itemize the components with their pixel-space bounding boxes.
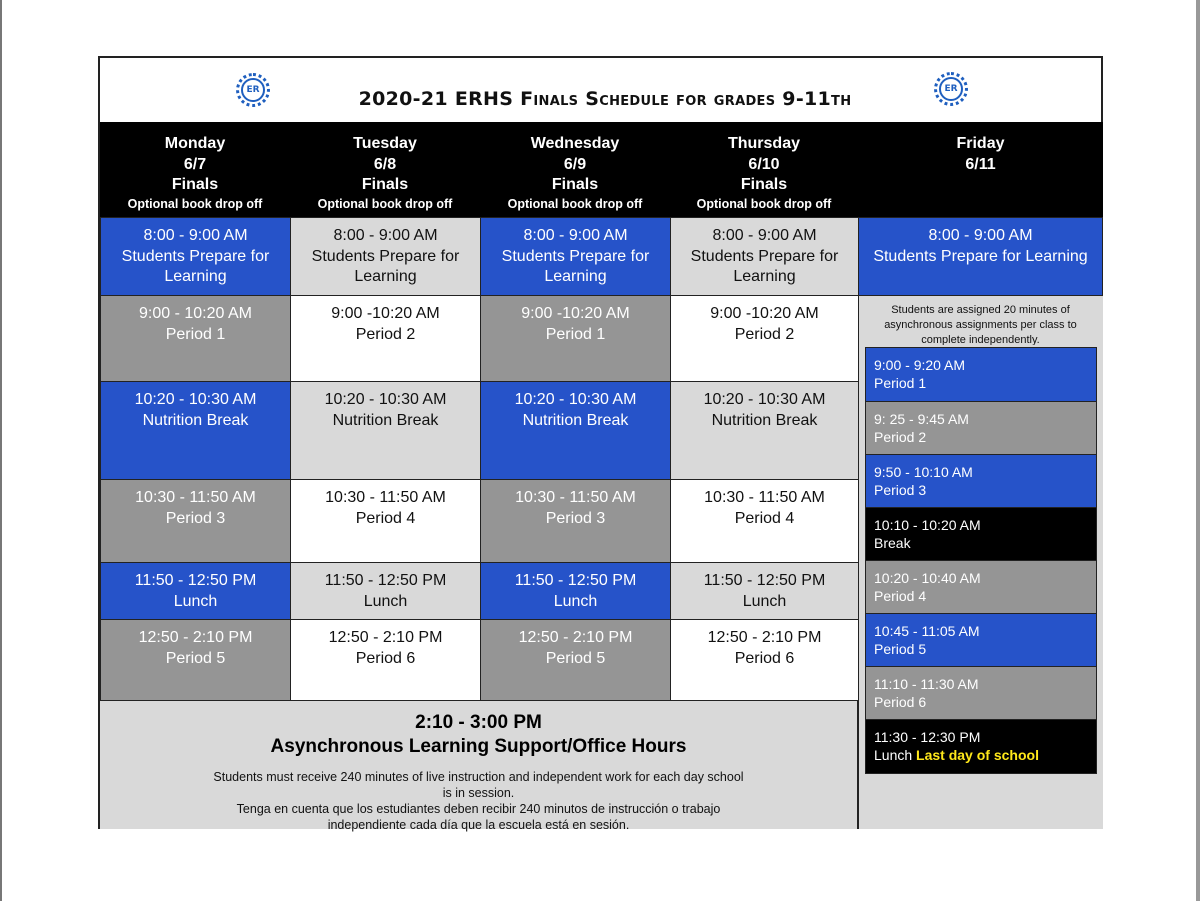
slot-label: Break: [874, 535, 911, 551]
slot-label-2: Learning: [544, 268, 607, 285]
logo-text: ER: [939, 77, 963, 101]
slot-cell: [480, 217, 671, 296]
slot-time: 8:00 - 9:00 AM: [712, 227, 817, 244]
slot-label: Students Prepare for: [121, 247, 270, 265]
slot-time: 10:30 - 11:50 AM: [135, 489, 256, 506]
slot-label: Nutrition Break: [522, 411, 629, 429]
friday-slot: [865, 666, 1097, 720]
slot-cell: [100, 295, 291, 382]
slot-time: 10:10 - 10:20 AM: [874, 517, 981, 533]
slot-time: 8:00 - 9:00 AM: [333, 227, 438, 244]
slot-time: 10:30 - 11:50 AM: [704, 489, 825, 506]
slot-time: 10:20 - 10:30 AM: [514, 391, 637, 408]
friday-slot: [865, 507, 1097, 561]
day-note: Optional book drop off: [127, 196, 263, 211]
day-label: Finals: [361, 176, 409, 193]
slot-label: Lunch: [363, 592, 408, 610]
slot-time: 10:20 - 10:30 AM: [703, 391, 826, 408]
slot-cell: [480, 295, 671, 382]
slot-label: Lunch: [874, 747, 913, 763]
day-label: Finals: [551, 176, 599, 193]
office-hours-title: Asynchronous Learning Support/Office Hours: [270, 736, 687, 757]
office-hours-panel: [100, 700, 858, 832]
slot-cell: [290, 217, 481, 296]
slot-cell: [480, 562, 671, 620]
schedule-title: 2020-21 ERHS Finals Schedule for grades 9-11th: [358, 88, 852, 110]
slot-cell: [480, 619, 671, 701]
slot-time: 9:00 -10:20 AM: [331, 305, 440, 322]
day-date: 6/9: [563, 155, 587, 173]
day-label: Finals: [740, 176, 788, 193]
friday-slot: [865, 401, 1097, 455]
slot-cell: [290, 562, 481, 620]
friday-prepare-cell: [858, 217, 1103, 296]
day-label: Finals: [171, 176, 219, 193]
friday-slot: [865, 613, 1097, 667]
slot-label: Lunch: [173, 592, 218, 610]
slot-time: 10:20 - 10:30 AM: [134, 391, 257, 408]
slot-label: Period 4: [734, 509, 795, 527]
day-note: Optional book drop off: [317, 196, 453, 211]
slot-time: 11:50 - 12:50 PM: [514, 572, 637, 589]
slot-label: Period 1: [545, 325, 606, 343]
slot-cell: [670, 619, 859, 701]
school-logo-right: [934, 72, 968, 106]
slot-time: 10:20 - 10:40 AM: [874, 570, 981, 586]
friday-slot: [865, 560, 1097, 614]
school-logo-left: [236, 73, 270, 107]
day-date: 6/10: [748, 155, 780, 173]
slot-label-2: Learning: [733, 268, 796, 285]
slot-label: Period 5: [545, 649, 606, 667]
slot-cell: [480, 479, 671, 563]
slot-cell: [670, 381, 859, 480]
slot-label: Period 6: [874, 694, 927, 710]
slot-label: Period 5: [165, 649, 226, 667]
slot-time: 10:30 - 11:50 AM: [515, 489, 636, 506]
slot-time: 9:00 - 9:20 AM: [874, 357, 966, 373]
slot-time: 12:50 - 2:10 PM: [518, 629, 633, 646]
slot-time: 11:50 - 12:50 PM: [324, 572, 447, 589]
slot-time: 9:00 - 10:20 AM: [139, 305, 252, 322]
slot-label: Students Prepare for: [501, 247, 650, 265]
slot-cell: [100, 562, 291, 620]
day-name: Monday: [164, 135, 226, 152]
slot-time: 11:50 - 12:50 PM: [703, 572, 826, 589]
slot-label-line: [874, 746, 1096, 764]
day-header-monday: [100, 122, 290, 217]
logo-text: ER: [241, 78, 265, 102]
slot-cell: [290, 619, 481, 701]
slot-cell: [290, 295, 481, 382]
slot-label: Students Prepare for: [311, 247, 460, 265]
friday-slot: [865, 347, 1097, 402]
friday-assignment-note: Students are assigned 20 minutes of asynchronous assignments per class to complete independently.: [884, 304, 1077, 345]
slot-label-2: Learning: [164, 268, 227, 285]
friday-slot: [865, 719, 1097, 774]
day-date: 6/11: [965, 155, 996, 173]
slot-time: 9:50 - 10:10 AM: [874, 464, 973, 480]
office-hours-time: 2:10 - 3:00 PM: [415, 712, 542, 733]
slot-label: Period 3: [874, 482, 927, 498]
slot-label: Students Prepare for: [690, 247, 839, 265]
slot-cell: [100, 619, 291, 701]
day-name: Wednesday: [530, 135, 620, 152]
page-edge-right: [1196, 0, 1200, 901]
slot-label: Nutrition Break: [332, 411, 439, 429]
slot-cell: [100, 479, 291, 563]
slot-cell: [290, 381, 481, 480]
day-name: Thursday: [727, 135, 800, 152]
slot-label: Lunch: [742, 592, 787, 610]
slot-cell: [670, 562, 859, 620]
last-day-highlight: Last day of school: [916, 747, 1039, 763]
friday-slot: [865, 454, 1097, 508]
slot-label: Period 3: [545, 509, 606, 527]
slot-cell: [100, 381, 291, 480]
day-date: 6/7: [183, 155, 207, 173]
day-date: 6/8: [373, 155, 397, 173]
slot-time: 8:00 - 9:00 AM: [928, 227, 1033, 244]
slot-label: Period 2: [734, 325, 795, 343]
slot-time: 11:30 - 12:30 PM: [874, 729, 981, 745]
slot-label: Lunch: [553, 592, 598, 610]
slot-time: 8:00 - 9:00 AM: [523, 227, 628, 244]
slot-label: Students Prepare for Learning: [873, 247, 1088, 265]
day-header-friday: [858, 122, 1103, 217]
slot-time: 10:45 - 11:05 AM: [874, 623, 980, 639]
day-header-thursday: [670, 122, 858, 217]
day-header-tuesday: [290, 122, 480, 217]
slot-label: Period 4: [874, 588, 927, 604]
slot-time: 9:00 -10:20 AM: [710, 305, 819, 322]
slot-label: Period 6: [355, 649, 416, 667]
slot-time: 12:50 - 2:10 PM: [707, 629, 822, 646]
slot-label: Period 1: [874, 375, 927, 391]
slot-time: 8:00 - 9:00 AM: [143, 227, 248, 244]
slot-label: Period 1: [165, 325, 226, 343]
slot-cell: [290, 479, 481, 563]
slot-time: 10:20 - 10:30 AM: [324, 391, 447, 408]
slot-time: 9:00 -10:20 AM: [521, 305, 630, 322]
day-header-wednesday: [480, 122, 670, 217]
instruction-note-spanish: Tenga en cuenta que los estudiantes deben recibir 240 minutos de instrucción o trabajo independiente cada día que la escuela está en sesión.: [236, 802, 721, 832]
slot-label: Nutrition Break: [142, 411, 249, 429]
slot-time: 12:50 - 2:10 PM: [138, 629, 253, 646]
day-name: Friday: [956, 135, 1005, 152]
day-note: Optional book drop off: [507, 196, 643, 211]
slot-time: 11:10 - 11:30 AM: [874, 676, 979, 692]
slot-time: 12:50 - 2:10 PM: [328, 629, 443, 646]
slot-time: 10:30 - 11:50 AM: [325, 489, 446, 506]
slot-label: Period 2: [355, 325, 416, 343]
slot-cell: [480, 381, 671, 480]
slot-time: 11:50 - 12:50 PM: [134, 572, 257, 589]
day-name: Tuesday: [353, 135, 417, 152]
slot-label: Nutrition Break: [711, 411, 818, 429]
page-edge-left: [0, 0, 2, 901]
slot-time: 9: 25 - 9:45 AM: [874, 411, 969, 427]
slot-label: Period 3: [165, 509, 226, 527]
slot-label: Period 2: [874, 429, 927, 445]
slot-cell: [100, 217, 291, 296]
slot-label: Period 5: [874, 641, 927, 657]
schedule-sheet: [98, 56, 1103, 832]
slot-cell: [670, 479, 859, 563]
slot-label-2: Learning: [354, 268, 417, 285]
day-note: Optional book drop off: [696, 196, 832, 211]
slot-cell: [670, 295, 859, 382]
slot-cell: [670, 217, 859, 296]
instruction-note-english: Students must receive 240 minutes of live instruction and independent work for each day school is in session.: [213, 770, 744, 800]
slot-label: Period 6: [734, 649, 795, 667]
slot-label: Period 4: [355, 509, 416, 527]
